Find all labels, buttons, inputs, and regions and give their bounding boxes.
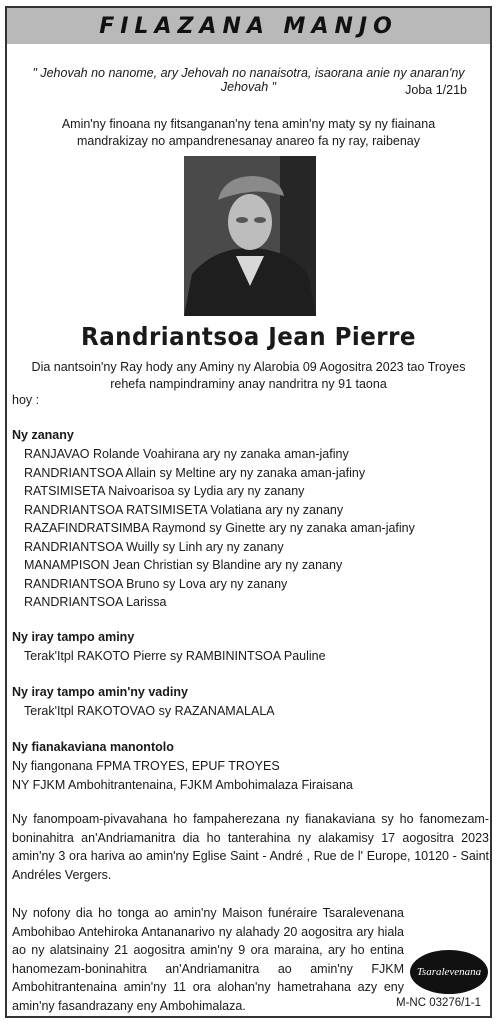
hoy-label: hoy :	[12, 393, 40, 407]
section-title: Ny iray tampo amin'ny vadiny	[12, 685, 188, 699]
intro-text: Amin'ny finoana ny fitsanganan'ny tena amin'ny maty sy ny fiainana mandrakizay no ampandrenesanay anareo fa ny ray, raibenay	[61, 117, 436, 148]
list-item: RATSIMISETA Naivoarisoa sy Lydia ary ny zanany	[24, 484, 305, 498]
funeral-home-logo	[410, 950, 488, 994]
list-item: RAZAFINDRATSIMBA Raymond sy Ginette ary ny zanaka aman-jafiny	[24, 521, 415, 535]
deceased-name: Randriantsoa Jean Pierre	[81, 322, 416, 351]
list-item: MANAMPISON Jean Christian sy Blandine ary ny zanany	[24, 558, 343, 572]
section-whole-family	[12, 740, 487, 794]
logo-text: Tsaralevenana	[416, 966, 482, 978]
burial-paragraph: Ny nofony dia ho tonga ao amin'ny Maison funéraire Tsaralevenana Ambohibao Antehiroka Antananarivo ny alahady 20 aogositra ary hiala ao ny alatsinainy 21 aogositra amin'ny 9 ora maraina, ary ho entina hanomezam-boninahitra an'Andriamanitra ao amin'ny FJKM Ambohitrantenaina amin'ny 11 ora alohan'ny hametrahana azy eny amin'ny fasandrazany eny Ambohimalaza.	[12, 906, 404, 1013]
list-item: RANDRIANTSOA Larissa	[24, 595, 167, 609]
list-item: RANDRIANTSOA Wuilly sy Linh ary ny zanany	[24, 539, 284, 554]
section-title: Ny fianakaviana manontolo	[12, 740, 174, 754]
header-title: FILAZANA MANJO	[99, 13, 398, 39]
list-item: RANJAVAO Rolande Voahirana ary ny zanaka aman-jafiny	[24, 447, 349, 461]
section-title: Ny zanany	[12, 428, 74, 442]
reference-code: M-NC 03276/1-1	[395, 997, 481, 1009]
death-announcement	[20, 359, 477, 393]
section-siblings	[12, 630, 487, 666]
service-paragraph: Ny fanompoam-pivavahana ho fampaherezana ny fianakaviana sy ho fanomezam-boninahitra an'Andriamanitra dia ho tanterahina ny alakamisy 17 aogositra 2023 amin'ny 3 ora hariva ao amin'ny Eglise Saint - André , Rue de l' Europe, 10120 - Saint Andréles Vergers.	[12, 812, 489, 882]
death-line-1: Dia nantsoin'ny Ray hody any Aminy ny Alarobia 09 Aogositra 2023 tao Troyes	[31, 360, 466, 374]
list-item: NY FJKM Ambohitrantenaina, FJKM Ambohimalaza Firaisana	[12, 777, 353, 792]
portrait-photo	[184, 156, 316, 316]
list-item: RANDRIANTSOA Bruno sy Lova ary ny zanany	[24, 576, 288, 591]
section-children	[12, 428, 487, 612]
list-item: Ny fiangonana FPMA TROYES, EPUF TROYES	[12, 759, 280, 773]
bible-reference: Joba 1/21b	[405, 83, 467, 97]
list-item: Terak'Itpl RAKOTOVAO sy RAZANAMALALA	[24, 704, 275, 718]
section-spouse-siblings	[12, 685, 487, 721]
list-item: Terak'Itpl RAKOTO Pierre sy RAMBININTSOA Pauline	[24, 649, 326, 663]
list-item: RANDRIANTSOA Allain sy Meltine ary ny zanaka aman-jafiny	[24, 465, 366, 480]
death-line-2: rehefa nampindraminy anay nandritra ny 91 taona	[110, 377, 387, 391]
list-item: RANDRIANTSOA RATSIMISETA Volatiana ary ny zanany	[24, 502, 344, 517]
notice-header	[7, 8, 490, 44]
bible-quote: " Jehovah no nanome, ary Jehovah no nanaisotra, isaorana anie ny anaran'ny Jehovah "	[32, 66, 465, 94]
section-title: Ny iray tampo aminy	[12, 630, 135, 644]
